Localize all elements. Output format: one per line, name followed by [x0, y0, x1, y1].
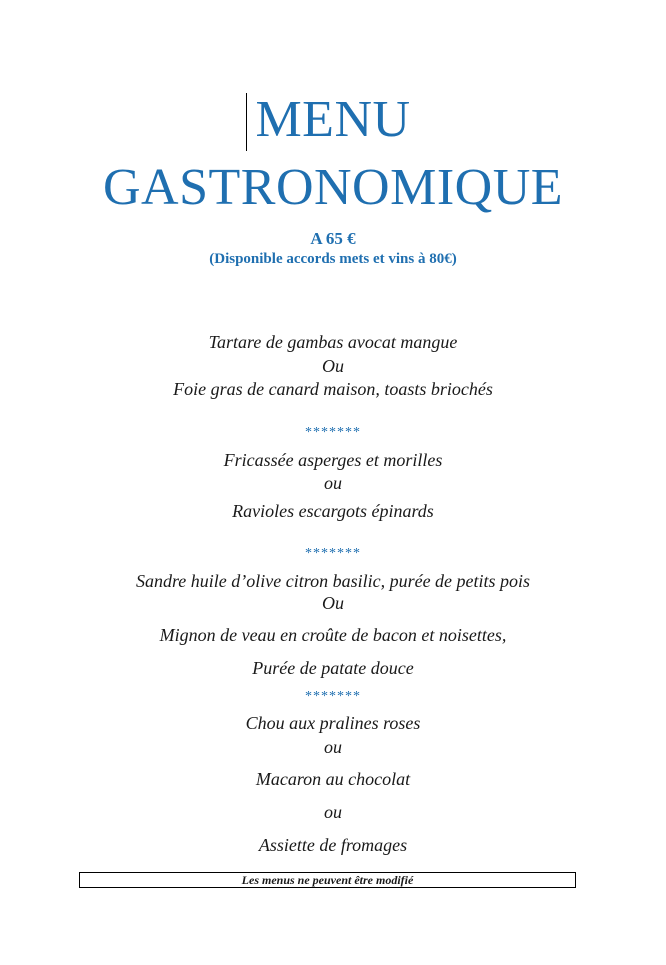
- course-separator: *******: [305, 689, 361, 704]
- dish-item: Purée de patate douce: [252, 658, 414, 678]
- dish-item: Foie gras de canard maison, toasts briochés: [173, 379, 493, 399]
- wine-pairing-note: (Disponible accords mets et vins à 80€): [209, 251, 457, 267]
- dish-connector: Ou: [322, 356, 344, 376]
- dish-item: Ravioles escargots épinards: [232, 501, 434, 521]
- dish-connector: Ou: [322, 593, 344, 613]
- dish-item: Macaron au chocolat: [255, 769, 411, 789]
- dish-item: Mignon de veau en croûte de bacon et noisettes,: [159, 625, 507, 645]
- dish-item: Fricassée asperges et morilles: [223, 450, 443, 470]
- dish-connector: ou: [324, 737, 342, 757]
- dish-item: Chou aux pralines roses: [245, 713, 421, 733]
- menu-title-line-1: MENU: [255, 91, 411, 148]
- course-separator: *******: [305, 425, 361, 440]
- dish-item: Tartare de gambas avocat mangue: [208, 332, 458, 352]
- menu-title-line-2: GASTRONOMIQUE: [102, 159, 564, 216]
- menu-footer-note: Les menus ne peuvent être modifié: [79, 872, 576, 888]
- dish-connector: ou: [324, 473, 342, 493]
- dish-item: Assiette de fromages: [258, 835, 408, 855]
- menu-price: A 65 €: [310, 229, 356, 248]
- dish-connector: ou: [324, 802, 342, 822]
- course-separator: *******: [305, 546, 361, 561]
- dish-item: Sandre huile d’olive citron basilic, purée de petits pois: [135, 571, 531, 591]
